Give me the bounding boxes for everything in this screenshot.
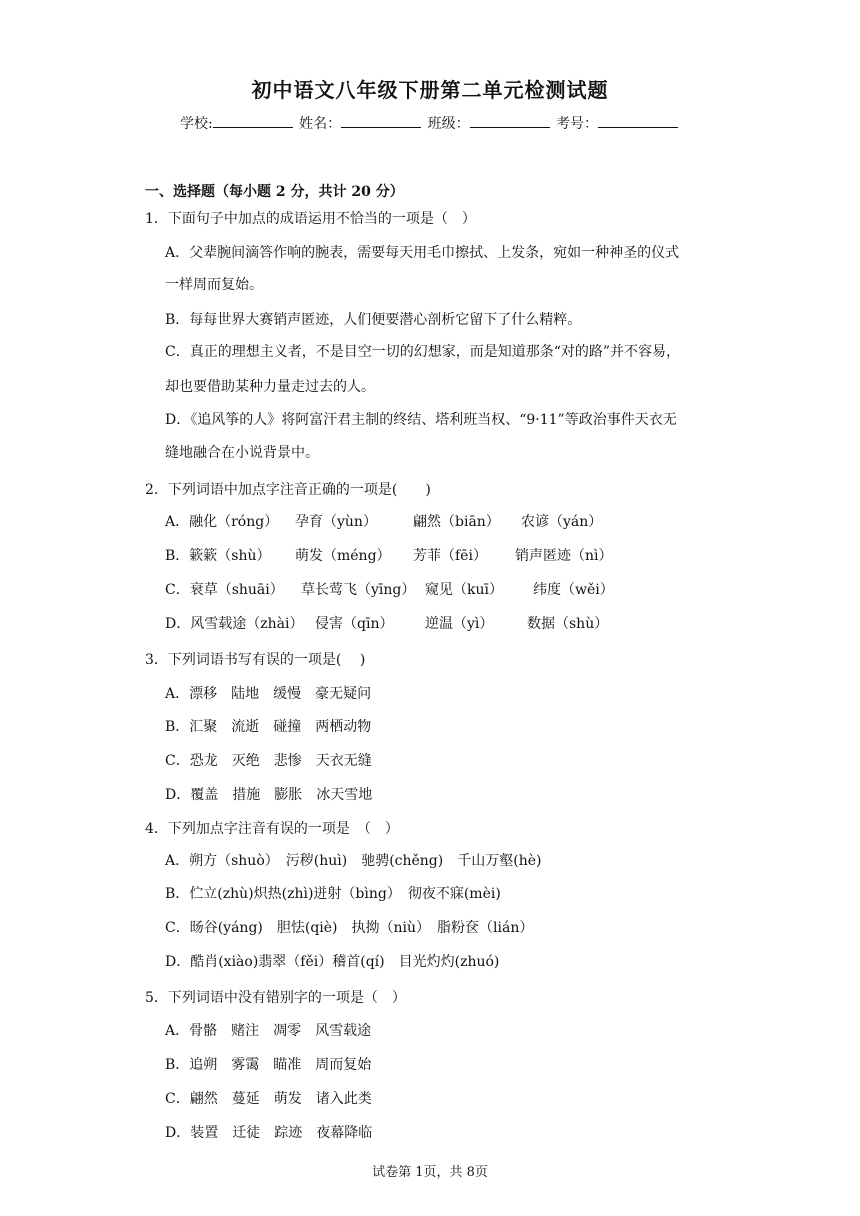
q2-b-item: 销声匿迹（nì） xyxy=(515,548,613,564)
question-5-option-b: B．追朔 雾霭 瞄准 周而复始 xyxy=(165,1057,372,1073)
question-3-option-d: D．覆盖 措施 膨胀 冰天雪地 xyxy=(165,787,373,803)
q2-d-item: D．风雪载途（zhài） xyxy=(165,616,304,632)
question-2-option-b xyxy=(165,545,613,565)
student-info-line xyxy=(0,113,860,133)
question-3-option-a: A．漂移 陆地 缓慢 豪无疑问 xyxy=(165,686,372,702)
question-2-option-d xyxy=(165,613,608,633)
q2-b-item: 萌发（méng） xyxy=(295,548,391,564)
question-5-option-d: D．装置 迁徒 踪迹 夜幕降临 xyxy=(165,1125,373,1141)
question-4-stem: 4．下列加点字注音有误的一项是 （ ） xyxy=(145,821,399,837)
q2-a-item: 翩然（biān） xyxy=(413,514,500,530)
class-label: 班级： xyxy=(427,116,470,132)
name-blank[interactable] xyxy=(341,113,421,128)
question-2-stem: 2．下列词语中加点字注音正确的一项是( ) xyxy=(145,482,431,498)
school-blank[interactable] xyxy=(213,113,293,128)
q2-a-item: 孕育（yùn） xyxy=(295,514,377,530)
exam-number-blank[interactable] xyxy=(598,113,678,128)
q2-d-item: 侵害（qīn） xyxy=(315,616,394,632)
question-1-option-b: B．每每世界大赛销声匿迹，人们便要潜心剖析它留下了什么精粹。 xyxy=(165,312,582,328)
question-4-option-d: D．酷肖(xiào)翡翠（fěi）稽首(qí) 目光灼灼(zhuó) xyxy=(165,954,500,970)
question-4-option-c: C．旸谷(yáng) 胆怯(qiè) 执拗（niù） 脂粉奁（lián） xyxy=(165,920,534,936)
question-5-stem: 5．下列词语中没有错别字的一项是（ ） xyxy=(145,990,406,1006)
question-3-stem: 3．下列词语书写有误的一项是( ) xyxy=(145,652,366,668)
question-1-option-a-cont: 一样周而复始。 xyxy=(165,277,263,293)
question-5-option-c: C．翩然 蔓延 萌发 诸入此类 xyxy=(165,1091,372,1107)
question-3-option-c: C．恐龙 灭绝 悲惨 天衣无缝 xyxy=(165,753,372,769)
question-4-option-b: B．伫立(zhù)炽热(zhì)迸射（bìng） 彻夜不寐(mèi) xyxy=(165,886,501,902)
class-blank[interactable] xyxy=(470,113,550,128)
q2-c-item: C．衰草（shuāi） xyxy=(165,582,284,598)
name-label: 姓名： xyxy=(299,116,342,132)
page-footer: 试卷第 1页，共 8页 xyxy=(372,1165,488,1180)
exam-number-label: 考号： xyxy=(556,116,599,132)
q2-a-item: A．融化（róng） xyxy=(165,514,279,530)
question-2-option-a xyxy=(165,511,602,531)
question-3-option-b: B．汇聚 流逝 碰撞 两栖动物 xyxy=(165,719,372,735)
question-1-option-a: A．父辈腕间滴答作响的腕表，需要每天用毛巾擦拭、上发条，宛如一种神圣的仪式 xyxy=(165,245,680,261)
q2-a-item: 农谚（yán） xyxy=(521,514,603,530)
question-1-option-c: C．真正的理想主义者，不是目空一切的幻想家，而是知道那条“对的路”并不容易， xyxy=(165,344,681,360)
q2-c-item: 草长莺飞（yīng） xyxy=(301,582,416,598)
question-5-option-a: A．骨骼 赌注 凋零 风雪载途 xyxy=(165,1023,372,1039)
q2-c-item: 纬度（wěi） xyxy=(533,582,614,598)
question-1-option-d: D．《追风筝的人》将阿富汗君主制的终结、塔利班当权、“9·11”等政治事件天衣无 xyxy=(165,412,677,428)
q2-c-item: 窥见（kuī） xyxy=(425,582,503,598)
question-1-stem: 1．下面句子中加点的成语运用不恰当的一项是（ ） xyxy=(145,211,476,227)
page-title: 初中语文八年级下册第二单元检测试题 xyxy=(251,78,609,102)
section-heading: 一、选择题（每小题 2 分，共计 20 分） xyxy=(145,184,404,200)
question-2-option-c xyxy=(165,579,614,599)
school-label: 学校: xyxy=(179,116,213,132)
q2-b-item: 芳菲（fēi） xyxy=(413,548,487,564)
q2-d-item: 逆温（yì） xyxy=(425,616,494,632)
question-1-option-c-cont: 却也要借助某种力量走过去的人。 xyxy=(165,379,375,395)
question-4-option-a: A．朔方（shuò） 污秽(huì) 驰骋(chěng) 千山万壑(hè) xyxy=(165,853,542,869)
q2-d-item: 数据（shù） xyxy=(527,616,609,632)
q2-b-item: B．簌簌（shù） xyxy=(165,548,271,564)
question-1-option-d-cont: 缝地融合在小说背景中。 xyxy=(165,445,319,461)
